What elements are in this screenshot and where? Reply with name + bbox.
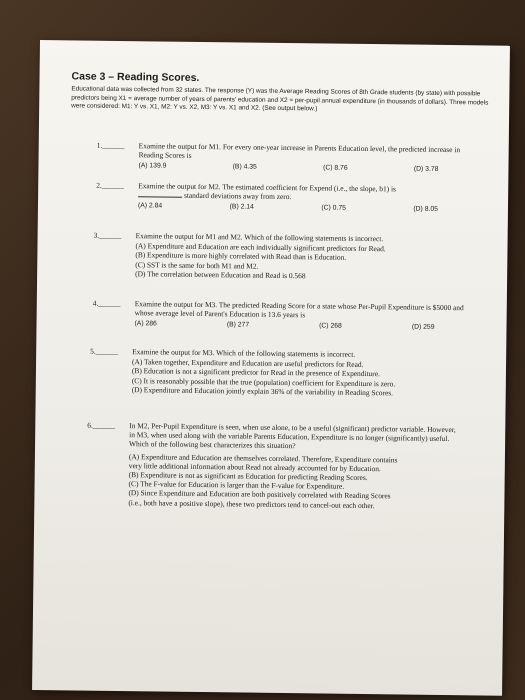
option-d[interactable]: (D) Expenditure and Education jointly explain 36% of the variability in Reading Scores. xyxy=(131,384,394,398)
option-b[interactable]: (B) 277 xyxy=(226,321,250,329)
question-text-continued: standard deviations away from zero. xyxy=(183,190,292,202)
question-text: Examine the output for M1. For every one-year increase in Parents Education level, the predicted increase in Reading Scores is xyxy=(138,141,461,161)
option-a[interactable]: (A) Taken together, Expenditure and Education are useful predictors for Read. xyxy=(132,357,364,370)
option-b[interactable]: (B) 2.14 xyxy=(229,203,254,212)
answer-options xyxy=(138,162,438,175)
question-number: 1.______ xyxy=(96,140,125,151)
option-a[interactable]: (A) 2.84 xyxy=(137,202,163,210)
option-c[interactable]: (C) It is reasonably possible that the true (population) coefficient for Expenditure is zero. xyxy=(131,375,396,388)
question-text: Examine the output for M2. The estimated coefficient for Expend (i.e., the slope, b1) is xyxy=(138,181,396,194)
question-number: 6.______ xyxy=(87,420,116,430)
question-text: In M2, Per-Pupil Expenditure is seen, when use alone, to be a useful (significant) predictor variable. However, in M3, when used along with the variable Parents Education, Expenditure is no longer (significantly) useful. Which of the following best characterizes this situation? xyxy=(129,421,456,451)
answer-options xyxy=(134,320,434,333)
option-d[interactable]: (D) Since Expenditure and Education are both positively correlated with Reading Scores xyxy=(128,488,391,501)
question-text-container xyxy=(128,421,459,511)
option-b[interactable]: (B) Education is not a significant predictor for Read in the presence of Expenditure. xyxy=(131,366,380,379)
option-b[interactable]: (B) Expenditure is more highly correlated with Read than is Education. xyxy=(135,250,347,263)
case-intro: Educational data was collected from 32 states. The response (Y) was the Average Reading Scores of 8th Grade students (by state) with possible predictors being X1 = average number of years of parents' education and X2 = per-pupil annual expenditure (in thousands of dollars). Three models were considered: M1: Y vs. X1, M2: Y vs. X2, M3: Y vs. X1 and X2. (See output below.) xyxy=(71,85,489,113)
option-a[interactable]: (A) 139.9 xyxy=(138,162,167,170)
option-b[interactable]: (B) 4.35 xyxy=(232,163,257,172)
option-d[interactable]: (D) 8.05 xyxy=(413,205,438,214)
option-c[interactable]: (C) 268 xyxy=(319,322,342,331)
question-text: Examine the output for M1 and M2. Which of the following statements is incorrect. xyxy=(135,231,384,244)
question-6 xyxy=(87,420,487,510)
answer-options xyxy=(135,241,465,282)
option-d[interactable]: (D) 259 xyxy=(411,323,435,332)
option-a[interactable]: (A) Expenditure and Education are themselves correlated. Therefore, Expenditure contains xyxy=(128,451,398,465)
option-c[interactable]: (C) 0.75 xyxy=(321,204,346,213)
option-a[interactable]: (A) Expenditure and Education are each individually significant predictors for Read. xyxy=(135,241,386,254)
question-text-container xyxy=(138,141,468,175)
case-title: Case 3 – Reading Scores. xyxy=(71,70,200,84)
worksheet-paper xyxy=(32,40,510,696)
question-3 xyxy=(93,230,494,281)
answer-options xyxy=(132,357,462,398)
question-text-container xyxy=(138,181,468,215)
option-d[interactable]: (D) The correlation between Education and Read is 0.568 xyxy=(135,268,306,281)
question-text: Examine the output for M3. The predicted Reading Score for a state whose Per-Pupil Expenditure is $5000 and whose average level of Parent's Education is 13.6 years is xyxy=(134,299,464,320)
option-c[interactable]: (C) The F-value for Education is larger than the F-value for Expenditure. xyxy=(128,479,345,491)
option-a[interactable]: (A) 286 xyxy=(134,320,157,328)
question-1 xyxy=(96,140,497,174)
answer-options xyxy=(138,202,438,215)
option-d[interactable]: (D) 3.78 xyxy=(413,165,439,174)
question-number: 3.______ xyxy=(93,230,122,241)
question-4 xyxy=(92,298,493,332)
question-number: 2.______ xyxy=(96,180,125,191)
option-c[interactable]: (C) 8.76 xyxy=(323,164,348,173)
question-number: 5.______ xyxy=(90,346,118,356)
option-d-continued[interactable]: (i.e., both have a positive slope), these two predictors tend to cancel-out each other. xyxy=(128,497,375,510)
question-text-container xyxy=(132,347,463,398)
option-a-continued[interactable]: very little additional information about Read not already accounted for by Education. xyxy=(128,460,381,474)
answer-options xyxy=(128,452,459,511)
option-c[interactable]: (C) SST is the same for both M1 and M2. xyxy=(135,259,259,271)
answer-blank[interactable] xyxy=(138,190,182,198)
question-number: 4.______ xyxy=(92,298,121,309)
question-5 xyxy=(90,346,490,398)
worksheet-content xyxy=(71,70,491,116)
question-2 xyxy=(96,180,496,214)
question-text: Examine the output for M3. Which of the following statements is incorrect. xyxy=(132,347,356,359)
question-text-container xyxy=(135,231,466,282)
question-text-container xyxy=(134,299,464,333)
option-b[interactable]: (B) Expenditure is not as significant as Education for predicting Reading Scores. xyxy=(128,470,368,483)
